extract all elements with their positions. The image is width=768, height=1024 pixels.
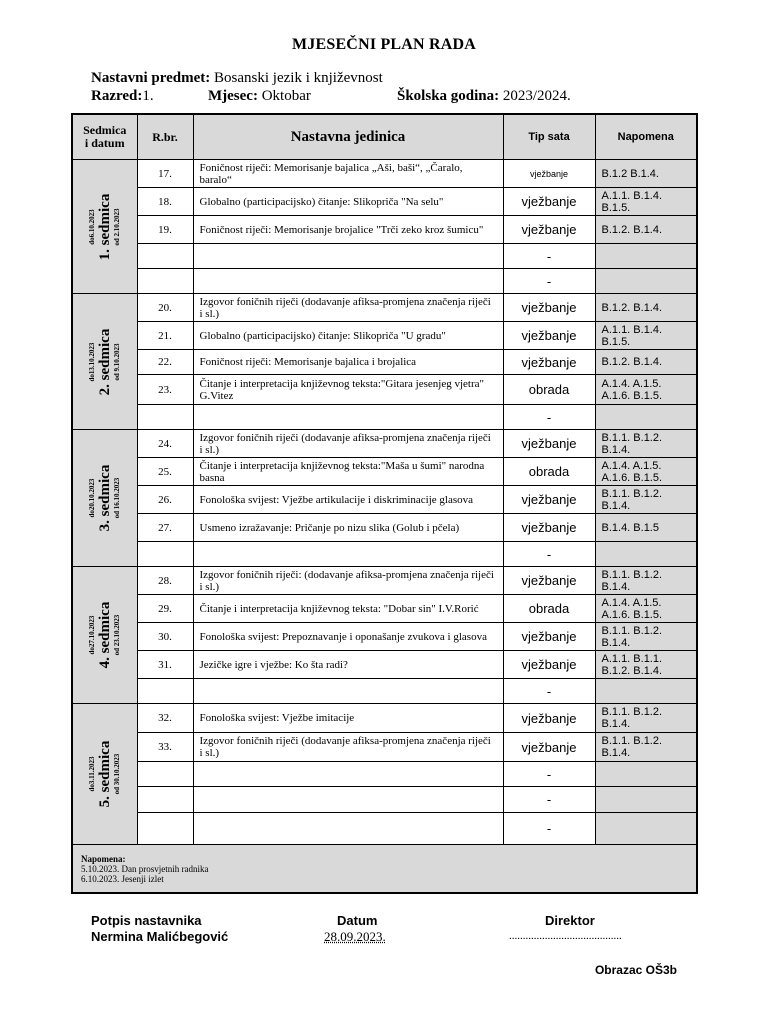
lesson-outcomes [595, 679, 697, 704]
table-row [72, 704, 697, 733]
table-row [72, 679, 697, 704]
table-row [72, 623, 697, 651]
lesson-unit: Izgovor foničnih riječi: (dodavanje afiksa-promjena značenja riječi i sl.) [193, 567, 503, 595]
table-row [72, 188, 697, 216]
week-start-date: od 30.10.2023 [112, 753, 121, 795]
lesson-type: obrada [503, 458, 595, 486]
teacher-label: Potpis nastavnika [91, 913, 202, 928]
row-number: 33. [137, 733, 193, 762]
lesson-outcomes [595, 405, 697, 430]
lesson-unit [193, 787, 503, 813]
row-number: 29. [137, 595, 193, 623]
lesson-unit: Čitanje i interpretacija književnog teksta:"Gitara jesenjeg vjetra" G.Vitez [193, 375, 503, 405]
table-row [72, 486, 697, 514]
lesson-type: - [503, 269, 595, 294]
lesson-outcomes: A.1.4. A.1.5. A.1.6. B.1.5. [595, 595, 697, 623]
note-label: Napomena: [81, 853, 126, 864]
week-start-date: od 16.10.2023 [112, 477, 121, 519]
week-end-date: do20.10.2023 [87, 478, 96, 518]
week-cell [72, 160, 137, 294]
week-cell [72, 430, 137, 567]
note-line: 6.10.2023. Jesenji izlet [81, 873, 164, 884]
table-row [72, 542, 697, 567]
month-line [208, 88, 311, 105]
table-row [72, 651, 697, 679]
lesson-type: vježbanje [503, 704, 595, 733]
lesson-type: vježbanje [503, 651, 595, 679]
subject-line [91, 70, 383, 87]
lesson-type: vježbanje [503, 430, 595, 458]
row-number: 20. [137, 294, 193, 322]
row-number: 24. [137, 430, 193, 458]
table-row [72, 350, 697, 375]
lesson-unit: Usmeno izražavanje: Pričanje po nizu slika (Golub i pčela) [193, 514, 503, 542]
lesson-unit: Izgovor foničnih riječi (dodavanje afiksa-promjena značenja riječi i sl.) [193, 294, 503, 322]
grade-line [91, 88, 154, 105]
page-title: MJESEČNI PLAN RADA [291, 36, 477, 53]
note-row [72, 845, 697, 894]
row-number: 17. [137, 160, 193, 188]
lesson-unit: Fonološka svijest: Vježbe imitacije [193, 704, 503, 733]
lesson-unit: Foničnost riječi: Memorisanje bajalica i brojalica [193, 350, 503, 375]
week-start-date: od 2.10.2023 [112, 207, 121, 246]
lesson-unit: Izgovor foničnih riječi (dodavanje afiksa-promjena značenja riječi i sl.) [193, 733, 503, 762]
row-number: 26. [137, 486, 193, 514]
subject-value: Bosanski jezik i književnost [214, 70, 383, 86]
table-row [72, 375, 697, 405]
lesson-unit: Jezičke igre i vježbe: Ko šta radi? [193, 651, 503, 679]
lesson-type: vježbanje [503, 322, 595, 350]
week-cell [72, 294, 137, 430]
lesson-unit [193, 542, 503, 567]
row-number: 21. [137, 322, 193, 350]
week-end-date: do6.10.2023 [87, 208, 96, 245]
table-row [72, 322, 697, 350]
table-row [72, 514, 697, 542]
table-header-row [72, 114, 697, 160]
week-label-group [88, 741, 122, 808]
row-number [137, 269, 193, 294]
header-rbr: R.br. [137, 114, 193, 160]
row-number [137, 679, 193, 704]
lesson-outcomes: B.1.1. B.1.2. B.1.4. [595, 486, 697, 514]
school-year-line [397, 88, 571, 105]
lesson-type: vježbanje [503, 188, 595, 216]
week-start-date: od 9.10.2023 [112, 342, 121, 381]
row-number: 19. [137, 216, 193, 244]
lesson-unit: Čitanje i interpretacija književnog teksta: "Dobar sin" I.V.Rorić [193, 595, 503, 623]
week-cell [72, 567, 137, 704]
subject-label: Nastavni predmet: [91, 70, 211, 86]
lesson-unit: Fonološka svijest: Vježbe artikulacije i diskriminacije glasova [193, 486, 503, 514]
school-year-value: 2023/2024. [502, 88, 571, 104]
lesson-outcomes: B.1.1. B.1.2. B.1.4. [595, 623, 697, 651]
lesson-outcomes [595, 762, 697, 787]
lesson-type: - [503, 542, 595, 567]
table-row [72, 595, 697, 623]
lesson-outcomes: B.1.2. B.1.4. [595, 350, 697, 375]
header-note: Napomena [595, 114, 697, 160]
week-label: 1. sedmica [96, 193, 113, 260]
table-row [72, 216, 697, 244]
row-number: 32. [137, 704, 193, 733]
week-label: 3. sedmica [96, 464, 113, 532]
row-number: 25. [137, 458, 193, 486]
lesson-outcomes: B.1.2. B.1.4. [595, 216, 697, 244]
table-row [72, 813, 697, 845]
director-signature-line: ......................................... [509, 930, 622, 942]
row-number: 31. [137, 651, 193, 679]
header-type: Tip sata [503, 114, 595, 160]
teacher-name: Nermina Malićbegović [91, 929, 229, 944]
lesson-outcomes [595, 269, 697, 294]
header-week: Sedmica i datum [72, 114, 137, 160]
school-year-label: Školska godina: [397, 88, 500, 104]
row-number [137, 762, 193, 787]
lesson-type: vježbanje [503, 623, 595, 651]
week-label: 4. sedmica [96, 601, 113, 669]
lesson-unit: Foničnost riječi: Memorisanje brojalice "Trči zeko kroz šumicu" [193, 216, 503, 244]
week-label-group [88, 328, 122, 395]
lesson-outcomes [595, 542, 697, 567]
lesson-unit: Čitanje i interpretacija književnog teksta:"Maša u šumi" narodna basna [193, 458, 503, 486]
row-number: 28. [137, 567, 193, 595]
form-code: Obrazac OŠ3b [594, 963, 677, 977]
lesson-outcomes: B.1.1. B.1.2. B.1.4. [595, 704, 697, 733]
lesson-outcomes: B.1.2 B.1.4. [595, 160, 697, 188]
row-number: 23. [137, 375, 193, 405]
lesson-outcomes: A.1.1. B.1.4. B.1.5. [595, 322, 697, 350]
lesson-type: - [503, 762, 595, 787]
row-number [137, 244, 193, 269]
lesson-unit: Foničnost riječi: Memorisanje bajalica „Aši, baši“, „Čaralo, baralo“ [193, 160, 503, 188]
lesson-type: vježbanje [503, 514, 595, 542]
row-number [137, 787, 193, 813]
table-row [72, 294, 697, 322]
plan-table [71, 113, 698, 894]
director-label: Direktor [545, 913, 595, 928]
week-label: 2. sedmica [96, 328, 113, 395]
table-row [72, 762, 697, 787]
lesson-type: obrada [503, 375, 595, 405]
table-row [72, 269, 697, 294]
date-value: 28.09.2023. [324, 929, 386, 944]
row-number: 18. [137, 188, 193, 216]
lesson-unit [193, 269, 503, 294]
lesson-unit: Globalno (participacijsko) čitanje: Slikopriča "U gradu" [193, 322, 503, 350]
week-label-group [88, 193, 122, 260]
lesson-outcomes [595, 813, 697, 845]
lesson-type: - [503, 787, 595, 813]
lesson-unit [193, 813, 503, 845]
note-line: 5.10.2023. Dan prosvjetnih radnika [81, 863, 209, 874]
week-end-date: do13.10.2023 [87, 342, 96, 381]
month-value: Oktobar [261, 88, 311, 104]
lesson-unit [193, 405, 503, 430]
lesson-outcomes: B.1.1. B.1.2. B.1.4. [595, 430, 697, 458]
row-number [137, 542, 193, 567]
week-start-date: od 23.10.2023 [112, 614, 121, 656]
lesson-unit [193, 762, 503, 787]
grade-label: Razred: [91, 88, 143, 104]
lesson-type: vježbanje [503, 486, 595, 514]
week-cell [72, 704, 137, 845]
lesson-outcomes [595, 787, 697, 813]
month-label: Mjesec: [208, 88, 258, 104]
table-row [72, 405, 697, 430]
lesson-unit: Globalno (participacijsko) čitanje: Slikopriča "Na selu" [193, 188, 503, 216]
lesson-outcomes: A.1.4. A.1.5. A.1.6. B.1.5. [595, 375, 697, 405]
lesson-type: vježbanje [503, 216, 595, 244]
lesson-unit [193, 679, 503, 704]
lesson-unit: Izgovor foničnih riječi (dodavanje afiksa-promjena značenja riječi i sl.) [193, 430, 503, 458]
lesson-outcomes: B.1.1. B.1.2. B.1.4. [595, 733, 697, 762]
lesson-type: vježbanje [503, 294, 595, 322]
table-row [72, 458, 697, 486]
lesson-outcomes: A.1.1. B.1.4. B.1.5. [595, 188, 697, 216]
lesson-type: - [503, 679, 595, 704]
lesson-unit: Fonološka svijest: Prepoznavanje i oponašanje zvukova i glasova [193, 623, 503, 651]
date-label: Datum [337, 913, 378, 928]
lesson-type: - [503, 813, 595, 845]
lesson-type: obrada [503, 595, 595, 623]
table-row [72, 160, 697, 188]
row-number [137, 405, 193, 430]
table-row [72, 567, 697, 595]
lesson-type: vježbanje [503, 350, 595, 375]
row-number: 22. [137, 350, 193, 375]
week-end-date: do3.11.2023 [87, 756, 96, 792]
lesson-outcomes: B.1.1. B.1.2. B.1.4. [595, 567, 697, 595]
lesson-unit [193, 244, 503, 269]
grade-value: 1. [142, 88, 154, 104]
header-unit: Nastavna jedinica [193, 114, 503, 160]
lesson-outcomes: B.1.4. B.1.5 [595, 514, 697, 542]
lesson-outcomes: A.1.1. B.1.1. B.1.2. B.1.4. [595, 651, 697, 679]
lesson-type: - [503, 405, 595, 430]
row-number: 30. [137, 623, 193, 651]
table-row [72, 430, 697, 458]
table-row [72, 733, 697, 762]
lesson-outcomes [595, 244, 697, 269]
lesson-outcomes: A.1.4. A.1.5. A.1.6. B.1.5. [595, 458, 697, 486]
table-row [72, 787, 697, 813]
row-number: 27. [137, 514, 193, 542]
week-label: 5. sedmica [96, 740, 113, 808]
table-row [72, 244, 697, 269]
lesson-type: vježbanje [503, 160, 595, 188]
week-label-group [88, 465, 122, 532]
lesson-type: - [503, 244, 595, 269]
note-cell [72, 845, 697, 894]
row-number [137, 813, 193, 845]
lesson-type: vježbanje [503, 733, 595, 762]
lesson-type: vježbanje [503, 567, 595, 595]
lesson-outcomes: B.1.2. B.1.4. [595, 294, 697, 322]
week-end-date: do27.10.2023 [87, 615, 96, 655]
week-label-group [88, 602, 122, 669]
